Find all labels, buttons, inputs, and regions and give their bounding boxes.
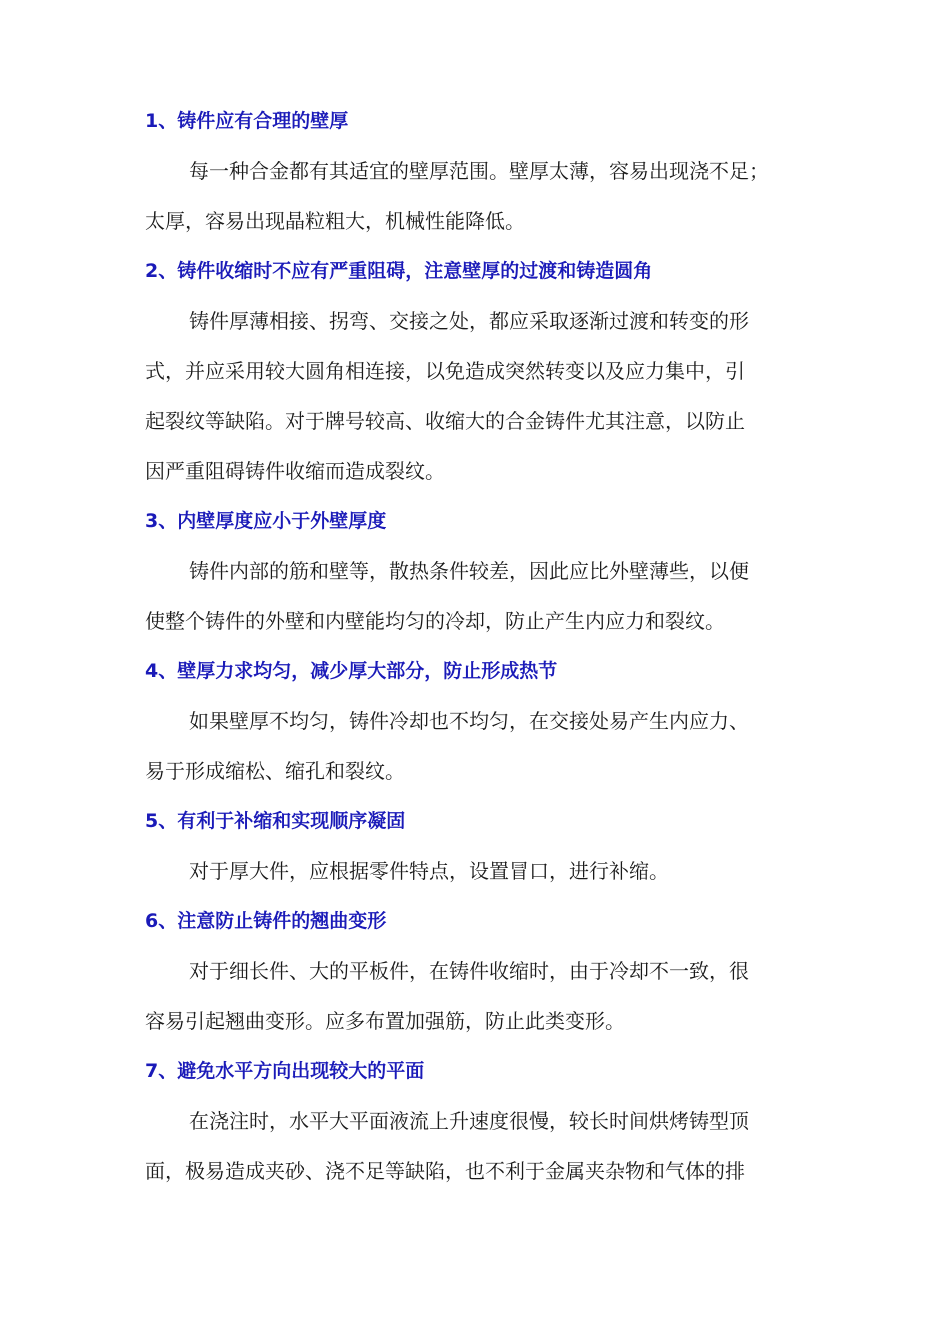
paragraph-line: 在浇注时，水平大平面液流上升速度很慢，较长时间烘烤铸型顶 — [189, 1109, 749, 1133]
section-4 — [145, 646, 821, 796]
paragraph-line: 对于厚大件，应根据零件特点，设置冒口，进行补缩。 — [189, 859, 669, 883]
paragraph-line: 每一种合金都有其适宜的壁厚范围。壁厚太薄，容易出现浇不足； — [189, 159, 769, 183]
section-2 — [145, 246, 821, 496]
paragraph-line: 对于细长件、大的平板件，在铸件收缩时，由于冷却不一致，很 — [189, 959, 749, 983]
section-paragraph — [145, 546, 821, 646]
section-paragraph — [145, 946, 821, 1046]
section-heading: 2、铸件收缩时不应有严重阻碍，注意壁厚的过渡和铸造圆角 — [145, 260, 653, 282]
section-heading: 3、内壁厚度应小于外壁厚度 — [145, 510, 387, 532]
paragraph-line: 容易引起翘曲变形。应多布置加强筋，防止此类变形。 — [145, 1009, 625, 1033]
paragraph-line: 面，极易造成夹砂、浇不足等缺陷，也不利于金属夹杂物和气体的排 — [145, 1159, 745, 1183]
section-1 — [145, 96, 821, 246]
paragraph-line: 铸件厚薄相接、拐弯、交接之处，都应采取逐渐过渡和转变的形 — [189, 309, 749, 333]
section-heading: 7、避免水平方向出现较大的平面 — [145, 1060, 425, 1082]
document-body — [145, 96, 821, 1196]
section-heading: 5、有利于补缩和实现顺序凝固 — [145, 810, 406, 832]
paragraph-line: 太厚，容易出现晶粒粗大，机械性能降低。 — [145, 209, 525, 233]
paragraph-line: 因严重阻碍铸件收缩而造成裂纹。 — [145, 459, 445, 483]
section-paragraph — [145, 146, 821, 246]
paragraph-line: 使整个铸件的外壁和内壁能均匀的冷却，防止产生内应力和裂纹。 — [145, 609, 725, 633]
paragraph-line: 易于形成缩松、缩孔和裂纹。 — [145, 759, 405, 783]
section-heading: 4、壁厚力求均匀，减少厚大部分，防止形成热节 — [145, 660, 558, 682]
section-3 — [145, 496, 821, 646]
paragraph-line: 式，并应采用较大圆角相连接，以免造成突然转变以及应力集中，引 — [145, 359, 745, 383]
paragraph-line: 铸件内部的筋和壁等，散热条件较差，因此应比外壁薄些，以便 — [189, 559, 749, 583]
section-paragraph — [145, 846, 821, 896]
section-5 — [145, 796, 821, 896]
section-7 — [145, 1046, 821, 1196]
section-heading: 6、注意防止铸件的翘曲变形 — [145, 910, 387, 932]
section-heading: 1、铸件应有合理的壁厚 — [145, 110, 349, 132]
section-paragraph — [145, 696, 821, 796]
section-paragraph — [145, 296, 821, 496]
paragraph-line: 起裂纹等缺陷。对于牌号较高、收缩大的合金铸件尤其注意，以防止 — [145, 409, 745, 433]
paragraph-line: 如果壁厚不均匀，铸件冷却也不均匀，在交接处易产生内应力、 — [189, 709, 749, 733]
section-6 — [145, 896, 821, 1046]
section-paragraph — [145, 1096, 821, 1196]
